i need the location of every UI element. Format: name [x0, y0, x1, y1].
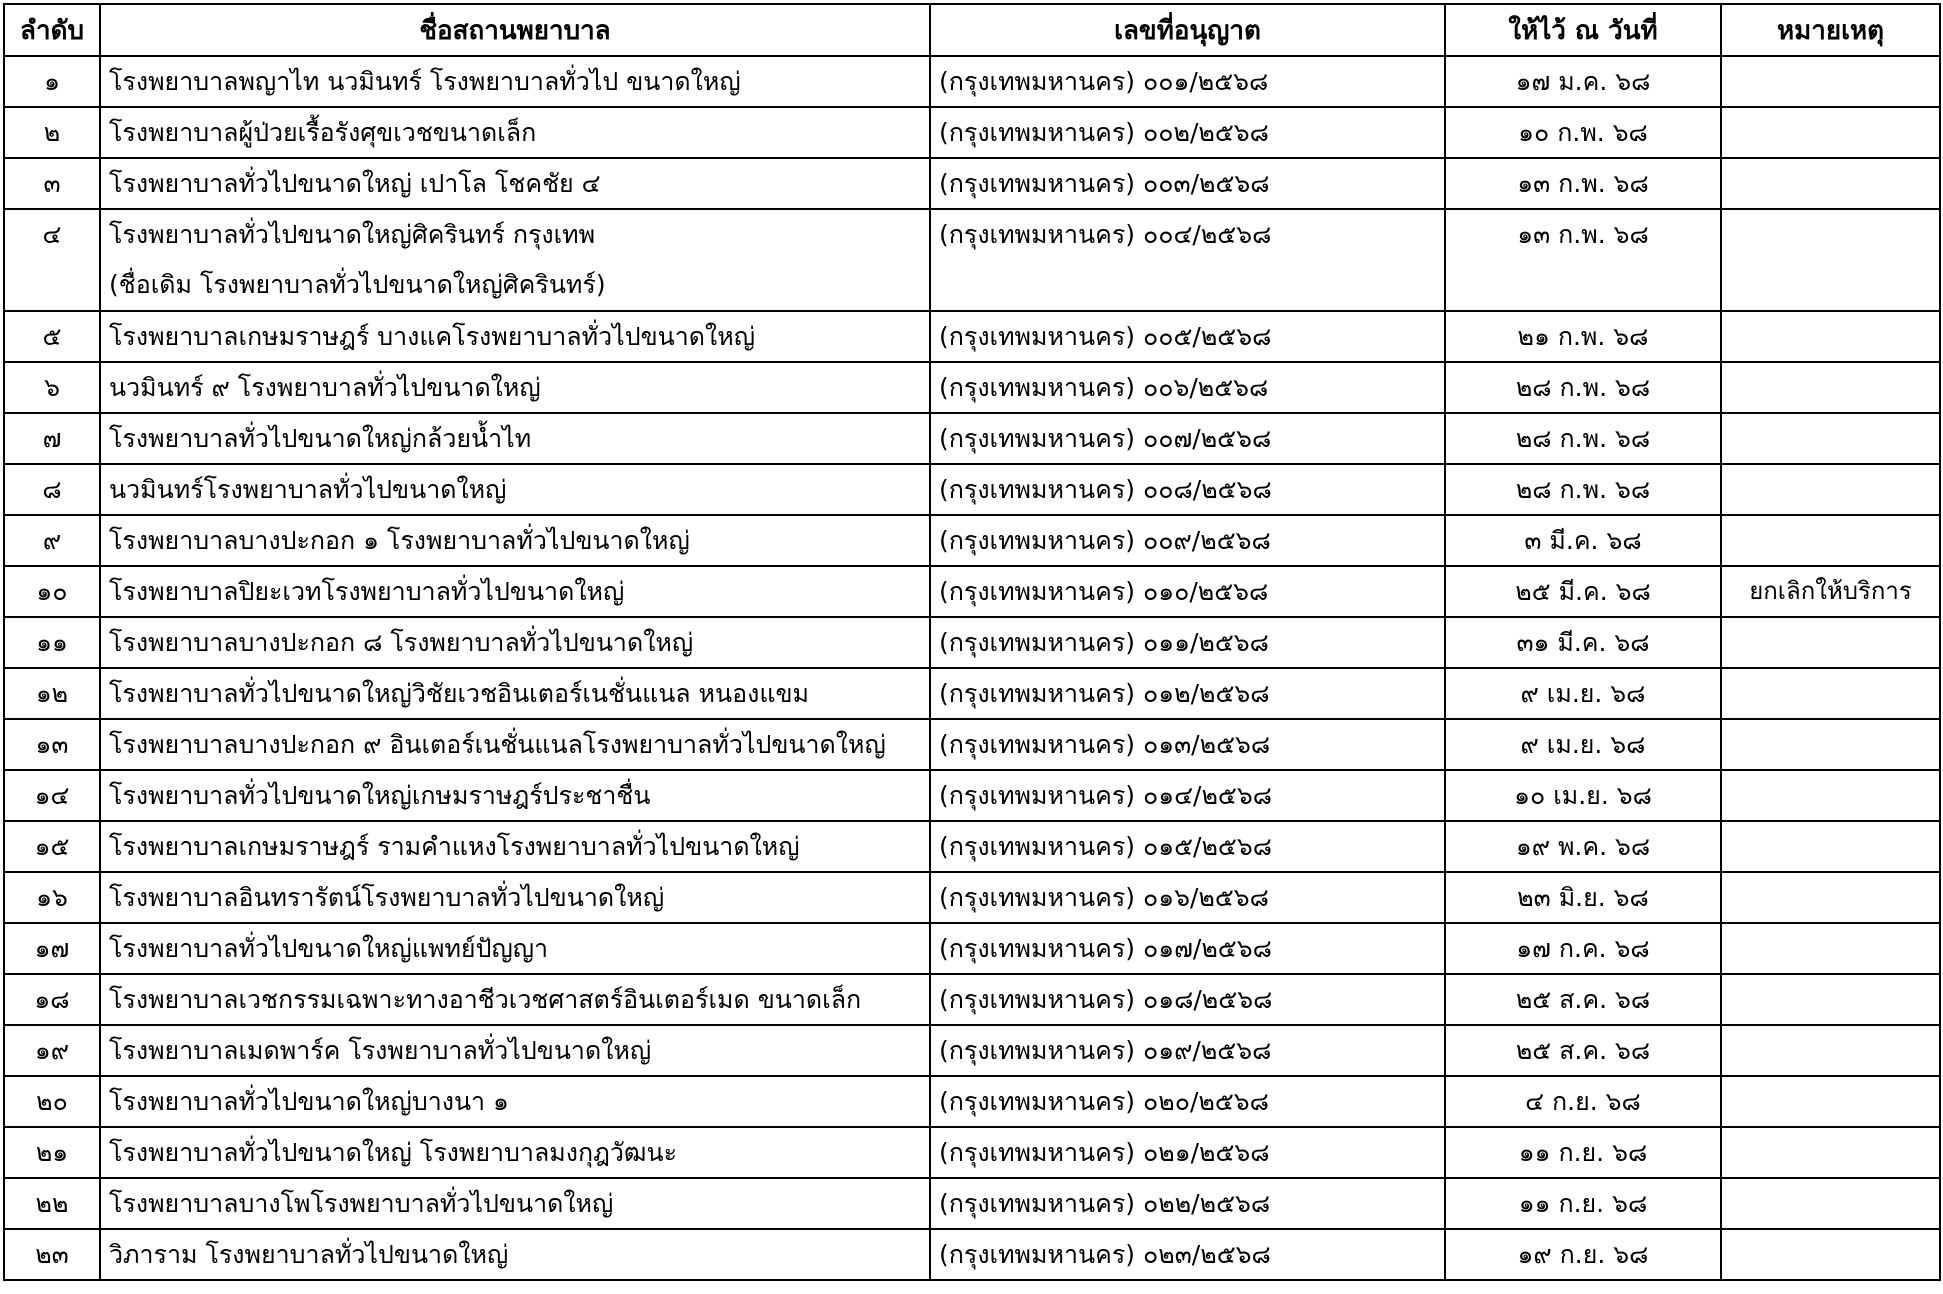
table-row: [4, 974, 1940, 1025]
row-issue-date: ๙ เม.ย. ๖๘: [1445, 719, 1721, 770]
row-order: ๑๗: [4, 923, 100, 974]
row-license-number: (กรุงเทพมหานคร) ๐๐๑/๒๕๖๘: [930, 56, 1445, 107]
row-order: ๑๖: [4, 872, 100, 923]
hospital-name-line: โรงพยาบาลเมดพาร์ค โรงพยาบาลทั่วไปขนาดใหญ่: [109, 1036, 652, 1065]
row-issue-date: ๑๑ ก.ย. ๖๘: [1445, 1127, 1721, 1178]
row-hospital-name: [100, 56, 930, 107]
row-remarks: [1721, 1076, 1940, 1127]
row-remarks: [1721, 158, 1940, 209]
hospital-name-line: โรงพยาบาลทั่วไปขนาดใหญ่กล้วยน้ำไท: [109, 424, 532, 453]
row-order: ๗: [4, 413, 100, 464]
row-issue-date: ๑๗ ก.ค. ๖๘: [1445, 923, 1721, 974]
row-order: ๒: [4, 107, 100, 158]
table-row: [4, 515, 1940, 566]
row-order: ๑๙: [4, 1025, 100, 1076]
row-remarks: [1721, 1178, 1940, 1229]
hospital-name-line: โรงพยาบาลเกษมราษฎร์ รามคำแหงโรงพยาบาลทั่วไปขนาดใหญ่: [109, 832, 800, 861]
row-issue-date: ๒๕ ส.ค. ๖๘: [1445, 1025, 1721, 1076]
header-remarks: หมายเหตุ: [1721, 4, 1940, 56]
row-license-number: (กรุงเทพมหานคร) ๐๐๕/๒๕๖๘: [930, 311, 1445, 362]
hospital-name-line: โรงพยาบาลทั่วไปขนาดใหญ่ศิครินทร์ กรุงเทพ: [109, 220, 596, 249]
row-hospital-name: [100, 617, 930, 668]
row-remarks: [1721, 668, 1940, 719]
row-order: ๒๒: [4, 1178, 100, 1229]
table-row: [4, 413, 1940, 464]
row-hospital-name: [100, 362, 930, 413]
row-license-number: (กรุงเทพมหานคร) ๐๐๔/๒๕๖๘: [930, 209, 1445, 311]
header-row: [4, 4, 1940, 56]
table-row: [4, 107, 1940, 158]
row-order: ๑๓: [4, 719, 100, 770]
row-issue-date: ๑๓ ก.พ. ๖๘: [1445, 209, 1721, 311]
row-hospital-name: [100, 515, 930, 566]
row-order: ๕: [4, 311, 100, 362]
row-issue-date: ๑๐ เม.ย. ๖๘: [1445, 770, 1721, 821]
row-hospital-name: [100, 1127, 930, 1178]
header-order: ลำดับ: [4, 4, 100, 56]
row-remarks: [1721, 974, 1940, 1025]
row-license-number: (กรุงเทพมหานคร) ๐๑๔/๒๕๖๘: [930, 770, 1445, 821]
row-order: ๑๒: [4, 668, 100, 719]
hospital-name-line: โรงพยาบาลบางโพโรงพยาบาลทั่วไปขนาดใหญ่: [109, 1189, 614, 1218]
hospital-name-line: โรงพยาบาลทั่วไปขนาดใหญ่บางนา ๑: [109, 1087, 509, 1116]
row-license-number: (กรุงเทพมหานคร) ๐๐๙/๒๕๖๘: [930, 515, 1445, 566]
row-license-number: (กรุงเทพมหานคร) ๐๒๑/๒๕๖๘: [930, 1127, 1445, 1178]
hospital-name-line: โรงพยาบาลทั่วไปขนาดใหญ่ เปาโล โชคชัย ๔: [109, 169, 601, 198]
row-issue-date: ๑๙ พ.ค. ๖๘: [1445, 821, 1721, 872]
row-order: ๑: [4, 56, 100, 107]
row-hospital-name: [100, 770, 930, 821]
table-row: [4, 209, 1940, 311]
row-order: ๙: [4, 515, 100, 566]
row-hospital-name: [100, 821, 930, 872]
row-issue-date: ๒๕ ส.ค. ๖๘: [1445, 974, 1721, 1025]
row-hospital-name: [100, 1229, 930, 1280]
table-row: [4, 362, 1940, 413]
row-order: ๑๐: [4, 566, 100, 617]
row-remarks: [1721, 1025, 1940, 1076]
hospital-name-line: โรงพยาบาลผู้ป่วยเรื้อรังศุขเวชขนาดเล็ก: [109, 118, 537, 147]
row-issue-date: ๑๐ ก.พ. ๖๘: [1445, 107, 1721, 158]
hospital-name-line: โรงพยาบาลพญาไท นวมินทร์ โรงพยาบาลทั่วไป ขนาดใหญ่: [109, 67, 741, 96]
table-row: [4, 821, 1940, 872]
row-hospital-name: [100, 566, 930, 617]
row-license-number: (กรุงเทพมหานคร) ๐๑๖/๒๕๖๘: [930, 872, 1445, 923]
row-remarks: [1721, 56, 1940, 107]
row-remarks: [1721, 1127, 1940, 1178]
row-hospital-name: [100, 464, 930, 515]
row-issue-date: ๙ เม.ย. ๖๘: [1445, 668, 1721, 719]
table-row: [4, 1025, 1940, 1076]
table-row: [4, 668, 1940, 719]
row-license-number: (กรุงเทพมหานคร) ๐๑๙/๒๕๖๘: [930, 1025, 1445, 1076]
row-license-number: (กรุงเทพมหานคร) ๐๑๑/๒๕๖๘: [930, 617, 1445, 668]
hospital-name-line: โรงพยาบาลปิยะเวทโรงพยาบาลทั่วไปขนาดใหญ่: [109, 577, 625, 606]
row-issue-date: ๒๘ ก.พ. ๖๘: [1445, 362, 1721, 413]
row-license-number: (กรุงเทพมหานคร) ๐๑๐/๒๕๖๘: [930, 566, 1445, 617]
row-remarks: [1721, 413, 1940, 464]
hospital-name-line: นวมินทร์ ๙ โรงพยาบาลทั่วไปขนาดใหญ่: [109, 373, 541, 402]
row-license-number: (กรุงเทพมหานคร) ๐๐๒/๒๕๖๘: [930, 107, 1445, 158]
row-order: ๑๔: [4, 770, 100, 821]
row-remarks: [1721, 515, 1940, 566]
hospital-name-line: โรงพยาบาลทั่วไปขนาดใหญ่เกษมราษฎร์ประชาชื่น: [109, 781, 651, 810]
row-license-number: (กรุงเทพมหานคร) ๐๐๓/๒๕๖๘: [930, 158, 1445, 209]
row-hospital-name: [100, 1178, 930, 1229]
row-issue-date: ๑๑ ก.ย. ๖๘: [1445, 1178, 1721, 1229]
table-row: [4, 923, 1940, 974]
row-issue-date: ๓๑ มี.ค. ๖๘: [1445, 617, 1721, 668]
hospital-former-name-line: (ชื่อเดิม โรงพยาบาลทั่วไปขนาดใหญ่ศิครินทร์): [109, 270, 606, 299]
row-license-number: (กรุงเทพมหานคร) ๐๑๓/๒๕๖๘: [930, 719, 1445, 770]
row-order: ๑๕: [4, 821, 100, 872]
row-hospital-name: [100, 668, 930, 719]
hospital-name-line: โรงพยาบาลบางปะกอก ๑ โรงพยาบาลทั่วไปขนาดใหญ่: [109, 526, 690, 555]
row-remarks: ยกเลิกให้บริการ: [1721, 566, 1940, 617]
table-row: [4, 872, 1940, 923]
hospital-name-line: โรงพยาบาลทั่วไปขนาดใหญ่ โรงพยาบาลมงกุฎวัฒนะ: [109, 1138, 678, 1167]
row-license-number: (กรุงเทพมหานคร) ๐๒๓/๒๕๖๘: [930, 1229, 1445, 1280]
row-order: ๒๑: [4, 1127, 100, 1178]
hospital-name-line: โรงพยาบาลทั่วไปขนาดใหญ่วิชัยเวชอินเตอร์เนชั่นแนล หนองแขม: [109, 679, 810, 708]
row-order: ๓: [4, 158, 100, 209]
hospital-name-line: โรงพยาบาลบางปะกอก ๘ โรงพยาบาลทั่วไปขนาดใหญ่: [109, 628, 694, 657]
hospital-name-line: โรงพยาบาลบางปะกอก ๙ อินเตอร์เนชั่นแนลโรงพยาบาลทั่วไปขนาดใหญ่: [109, 730, 886, 759]
row-hospital-name: [100, 1076, 930, 1127]
hospital-name-line: นวมินทร์โรงพยาบาลทั่วไปขนาดใหญ่: [109, 475, 507, 504]
row-issue-date: ๒๘ ก.พ. ๖๘: [1445, 413, 1721, 464]
row-license-number: (กรุงเทพมหานคร) ๐๒๐/๒๕๖๘: [930, 1076, 1445, 1127]
row-issue-date: ๒๘ ก.พ. ๖๘: [1445, 464, 1721, 515]
row-order: ๔: [4, 209, 100, 311]
table-row: [4, 1178, 1940, 1229]
row-hospital-name: [100, 158, 930, 209]
row-hospital-name: [100, 923, 930, 974]
row-remarks: [1721, 719, 1940, 770]
table-row: [4, 770, 1940, 821]
table-body: [4, 56, 1940, 1280]
row-hospital-name: [100, 872, 930, 923]
row-hospital-name: [100, 107, 930, 158]
hospital-name-line: โรงพยาบาลอินทรารัตน์โรงพยาบาลทั่วไปขนาดใหญ่: [109, 883, 665, 912]
row-hospital-name: [100, 1025, 930, 1076]
table-row: [4, 1076, 1940, 1127]
row-issue-date: ๑๙ ก.ย. ๖๘: [1445, 1229, 1721, 1280]
row-license-number: (กรุงเทพมหานคร) ๐๒๒/๒๕๖๘: [930, 1178, 1445, 1229]
row-remarks: [1721, 464, 1940, 515]
row-order: ๒๓: [4, 1229, 100, 1280]
hospital-name-line: โรงพยาบาลทั่วไปขนาดใหญ่แพทย์ปัญญา: [109, 934, 549, 963]
row-license-number: (กรุงเทพมหานคร) ๐๑๘/๒๕๖๘: [930, 974, 1445, 1025]
row-remarks: [1721, 617, 1940, 668]
header-license-number: เลขที่อนุญาต: [930, 4, 1445, 56]
row-hospital-name: [100, 311, 930, 362]
row-order: ๘: [4, 464, 100, 515]
table-row: [4, 158, 1940, 209]
table-row: [4, 311, 1940, 362]
row-issue-date: ๒๑ ก.พ. ๖๘: [1445, 311, 1721, 362]
table-row: [4, 566, 1940, 617]
row-issue-date: ๑๗ ม.ค. ๖๘: [1445, 56, 1721, 107]
row-hospital-name: [100, 209, 930, 311]
table-row: [4, 617, 1940, 668]
row-license-number: (กรุงเทพมหานคร) ๐๐๘/๒๕๖๘: [930, 464, 1445, 515]
row-remarks: [1721, 362, 1940, 413]
row-remarks: [1721, 209, 1940, 311]
row-order: ๑๘: [4, 974, 100, 1025]
table-row: [4, 719, 1940, 770]
row-order: ๒๐: [4, 1076, 100, 1127]
row-license-number: (กรุงเทพมหานคร) ๐๐๖/๒๕๖๘: [930, 362, 1445, 413]
row-issue-date: ๓ มี.ค. ๖๘: [1445, 515, 1721, 566]
row-remarks: [1721, 821, 1940, 872]
row-issue-date: ๔ ก.ย. ๖๘: [1445, 1076, 1721, 1127]
row-order: ๑๑: [4, 617, 100, 668]
hospital-name-line: โรงพยาบาลเวชกรรมเฉพาะทางอาชีวเวชศาสตร์อินเตอร์เมด ขนาดเล็ก: [109, 985, 862, 1014]
row-remarks: [1721, 770, 1940, 821]
row-hospital-name: [100, 719, 930, 770]
row-remarks: [1721, 923, 1940, 974]
row-remarks: [1721, 311, 1940, 362]
row-license-number: (กรุงเทพมหานคร) ๐๑๗/๒๕๖๘: [930, 923, 1445, 974]
row-order: ๖: [4, 362, 100, 413]
row-remarks: [1721, 872, 1940, 923]
row-remarks: [1721, 1229, 1940, 1280]
row-hospital-name: [100, 974, 930, 1025]
row-issue-date: ๒๕ มี.ค. ๖๘: [1445, 566, 1721, 617]
table-header: [4, 4, 1940, 56]
row-license-number: (กรุงเทพมหานคร) ๐๑๕/๒๕๖๘: [930, 821, 1445, 872]
table-row: [4, 1127, 1940, 1178]
hospital-license-table: [3, 3, 1941, 1281]
row-issue-date: ๑๓ ก.พ. ๖๘: [1445, 158, 1721, 209]
table-row: [4, 1229, 1940, 1280]
header-issue-date: ให้ไว้ ณ วันที่: [1445, 4, 1721, 56]
row-remarks: [1721, 107, 1940, 158]
row-issue-date: ๒๓ มิ.ย. ๖๘: [1445, 872, 1721, 923]
table-row: [4, 56, 1940, 107]
hospital-name-line: โรงพยาบาลเกษมราษฎร์ บางแคโรงพยาบาลทั่วไปขนาดใหญ่: [109, 322, 756, 351]
table-row: [4, 464, 1940, 515]
row-hospital-name: [100, 413, 930, 464]
row-license-number: (กรุงเทพมหานคร) ๐๑๒/๒๕๖๘: [930, 668, 1445, 719]
header-hospital-name: ชื่อสถานพยาบาล: [100, 4, 930, 56]
hospital-name-line: วิภาราม โรงพยาบาลทั่วไปขนาดใหญ่: [109, 1240, 509, 1269]
row-license-number: (กรุงเทพมหานคร) ๐๐๗/๒๕๖๘: [930, 413, 1445, 464]
